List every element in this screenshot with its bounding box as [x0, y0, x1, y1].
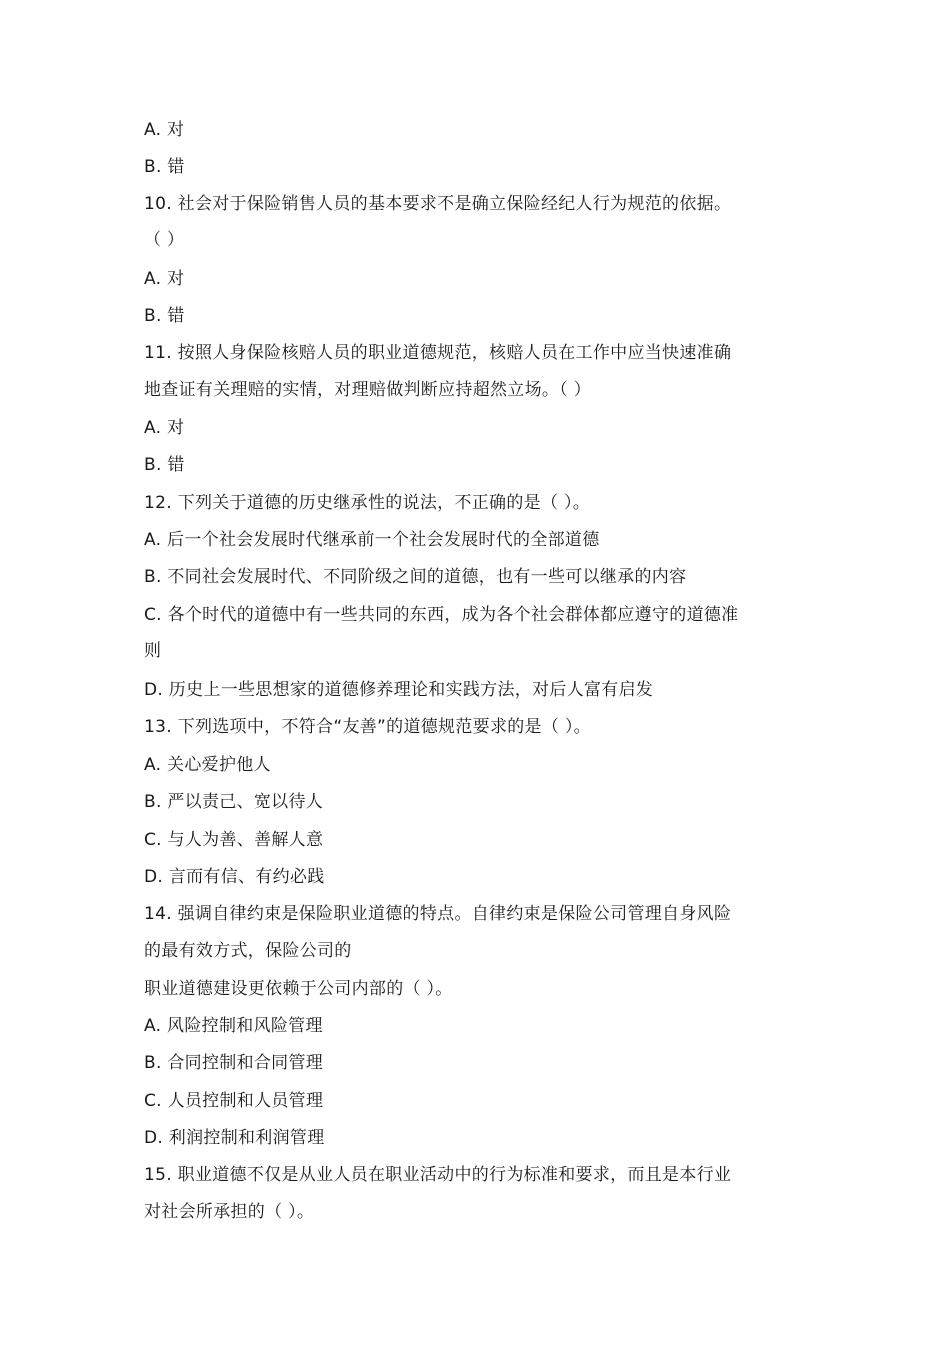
option-d-q14: D. 利润控制和利润管理	[144, 1128, 325, 1148]
question-15: 15. 职业道德不仅是从业人员在职业活动中的行为标准和要求，而且是本行业	[144, 1165, 732, 1185]
option-a-q14: A. 风险控制和风险管理	[144, 1016, 323, 1036]
question-14-cont: 的最有效方式，保险公司的	[144, 941, 352, 961]
option-b-q10: B. 错	[144, 306, 185, 326]
option-c-q12: C. 各个时代的道德中有一些共同的东西，成为各个社会群体都应遵守的道德准	[144, 605, 739, 625]
question-14-cont-2: 职业道德建设更依赖于公司内部的（ ）。	[144, 979, 453, 999]
option-d-q13: D. 言而有信、有约必践	[144, 867, 325, 887]
question-11: 11. 按照人身保险核赔人员的职业道德规范，核赔人员在工作中应当快速准确	[144, 343, 732, 363]
option-c-q12-cont: 则	[144, 641, 162, 661]
question-10-blank: （ ）	[144, 230, 185, 250]
option-a-q13: A. 关心爱护他人	[144, 755, 271, 775]
question-12: 12. 下列关于道德的历史继承性的说法，不正确的是（ ）。	[144, 493, 591, 513]
option-a-q11: A. 对	[144, 418, 185, 438]
option-b-q11: B. 错	[144, 455, 185, 475]
question-13: 13. 下列选项中，不符合“友善”的道德规范要求的是（ ）。	[144, 717, 591, 737]
question-10: 10. 社会对于保险销售人员的基本要求不是确立保险经纪人行为规范的依据。	[144, 194, 732, 214]
option-b-q13: B. 严以责己、宽以待人	[144, 792, 324, 812]
question-15-cont: 对社会所承担的（ ）。	[144, 1202, 315, 1222]
question-14: 14. 强调自律约束是保险职业道德的特点。自律约束是保险公司管理自身风险	[144, 904, 732, 924]
option-c-q13: C. 与人为善、善解人意	[144, 830, 324, 850]
option-c-q14: C. 人员控制和人员管理	[144, 1091, 324, 1111]
option-a-q12: A. 后一个社会发展时代继承前一个社会发展时代的全部道德	[144, 530, 600, 550]
option-b-q14: B. 合同控制和合同管理	[144, 1053, 324, 1073]
option-d-q12: D. 历史上一些思想家的道德修养理论和实践方法，对后人富有启发	[144, 680, 654, 700]
option-a-q9: A. 对	[144, 120, 185, 140]
option-b-q12: B. 不同社会发展时代、不同阶级之间的道德，也有一些可以继承的内容	[144, 567, 687, 587]
option-a-q10: A. 对	[144, 269, 185, 289]
question-11-cont: 地查证有关理赔的实情，对理赔做判断应持超然立场。（ ）	[144, 380, 592, 400]
option-b-q9: B. 错	[144, 157, 185, 177]
